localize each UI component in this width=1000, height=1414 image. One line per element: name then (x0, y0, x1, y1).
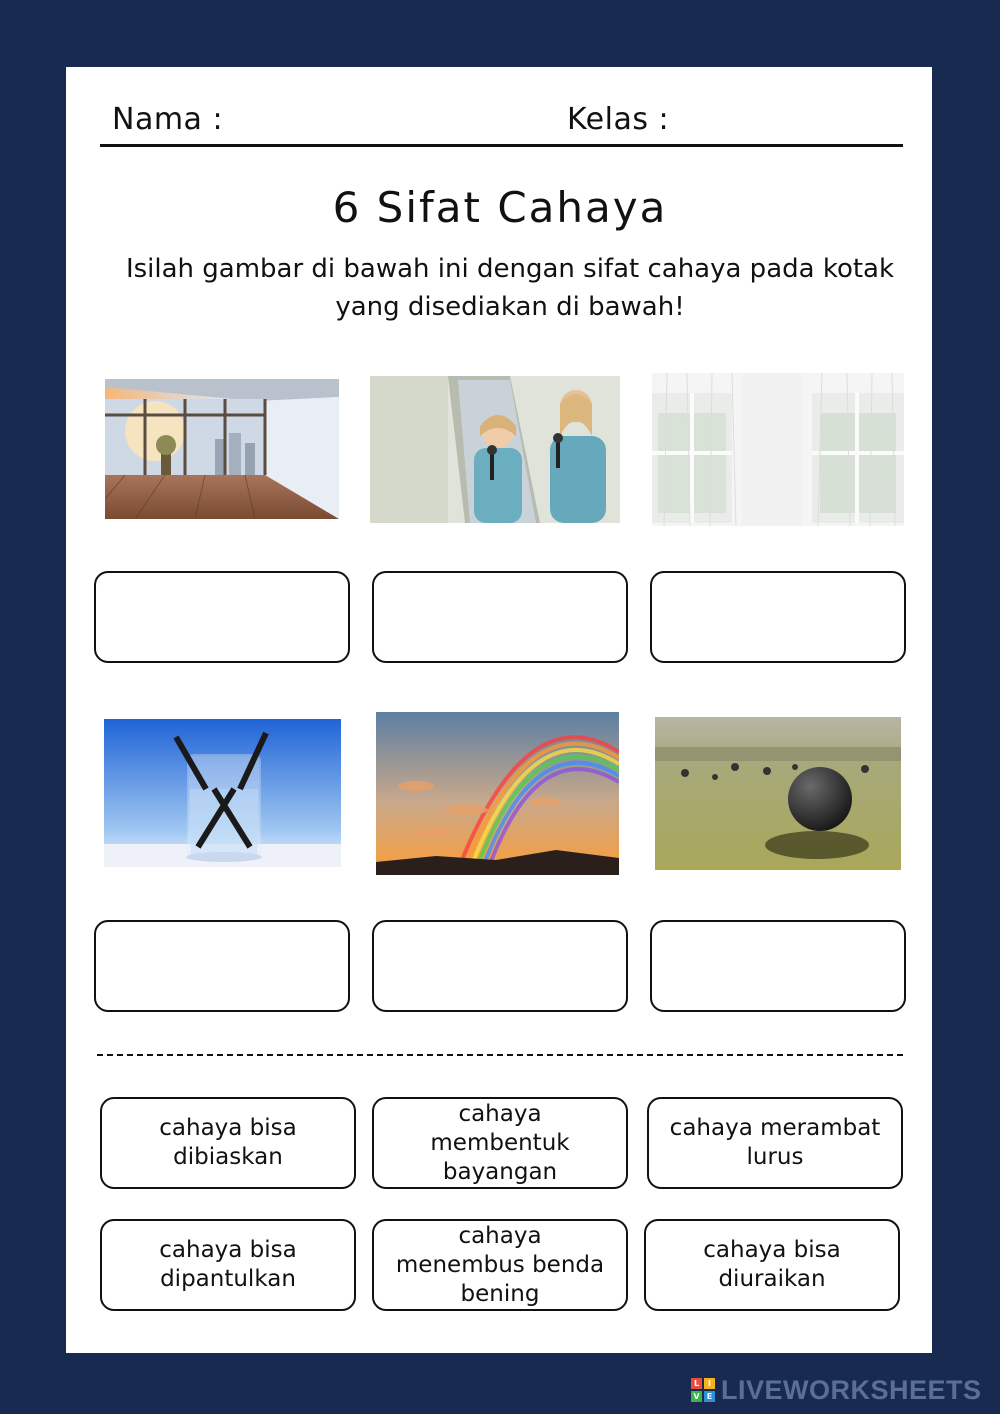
liveworksheets-logo-icon: L I V E (691, 1378, 715, 1402)
answer-box-4[interactable] (94, 920, 350, 1012)
answer-box-5[interactable] (372, 920, 628, 1012)
curtain-window-image (652, 373, 904, 526)
option-card-bayangan[interactable]: cahaya membentuk bayangan (372, 1097, 628, 1189)
option-card-diuraikan[interactable]: cahaya bisa diuraikan (644, 1219, 900, 1311)
glass-straw-image (104, 719, 341, 867)
mirror-girl-image (370, 376, 620, 523)
option-card-menembus[interactable]: cahaya menembus benda bening (372, 1219, 628, 1311)
liveworksheets-watermark (691, 1374, 982, 1405)
answer-box-1[interactable] (94, 571, 350, 663)
option-card-dipantulkan[interactable]: cahaya bisa dipantulkan (100, 1219, 356, 1311)
ball-shadow-image (655, 717, 901, 870)
rainbow-image (376, 712, 619, 875)
answer-box-3[interactable] (650, 571, 906, 663)
class-label: Kelas : (567, 102, 670, 137)
watermark-text: LIVEWORKSHEETS (721, 1374, 982, 1405)
answer-box-6[interactable] (650, 920, 906, 1012)
option-card-merambat-lurus[interactable]: cahaya merambat lurus (647, 1097, 903, 1189)
room-window-image (105, 379, 339, 519)
cut-line-divider (97, 1054, 903, 1056)
instruction-text: Isilah gambar di bawah ini dengan sifat cahaya pada kotak yang disediakan di bawah! (125, 254, 895, 322)
header-underline (100, 144, 903, 147)
option-card-dibiaskan[interactable]: cahaya bisa dibiaskan (100, 1097, 356, 1189)
name-label: Nama : (112, 102, 224, 137)
page-title: 6 Sifat Cahaya (332, 183, 668, 232)
answer-box-2[interactable] (372, 571, 628, 663)
